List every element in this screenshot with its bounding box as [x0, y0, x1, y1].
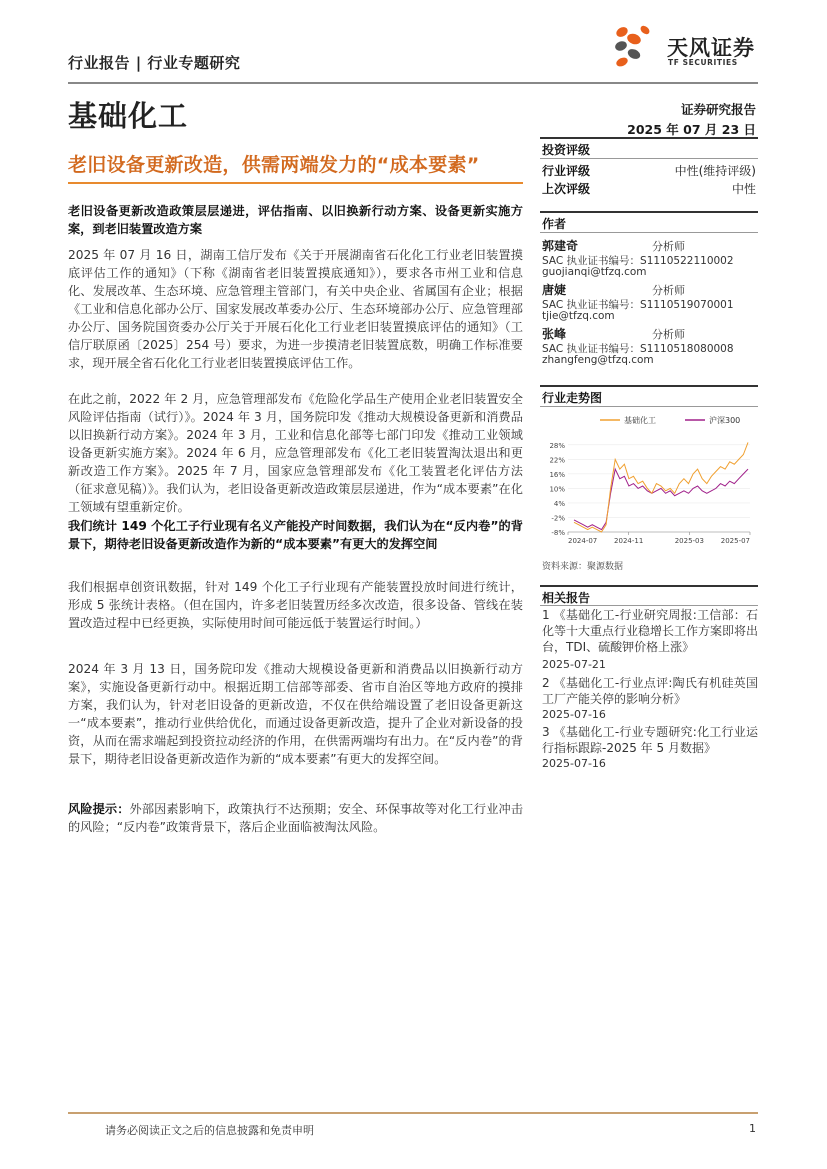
author-email[interactable]: zhangfeng@tfzq.com — [542, 354, 654, 366]
industry-rating-label: 行业评级 — [542, 164, 591, 178]
header-divider — [68, 82, 758, 84]
legend-label: 沪深300 — [709, 416, 741, 425]
related-report-item[interactable]: 3 《基础化工-行业专题研究:化工行业运行指标跟踪-2025 年 5 月数据》 — [542, 725, 758, 755]
author-cert: SAC 执业证书编号：S1110518080008 — [542, 343, 734, 355]
x-tick-label: 2024-11 — [614, 537, 644, 545]
section2-paragraph-2: 2024 年 3 月 13 日，国务院印发《推动大规模设备更新和消费品以旧换新行动方案》，实施设备更新行动中。根据近期工信部等部委、省市自治区等地方政府的摸排方案，我们认为，针对老旧设备的更新改造，不仅在供给端设置了老旧设备更新这一“成本要素”，推动行业供给优化，而通过设备更新改造，提升了企业对新设备的投资，从而在需求端起到投资拉动经济的作用，在供需两端均有出力。在“反内卷”的背景下，期待老旧设备更新改造作为新的“成本要素”有更大的发挥空间。 — [68, 662, 523, 766]
x-tick-label: 2025-03 — [674, 537, 704, 545]
author-cert: SAC 执业证书编号：S1110519070001 — [542, 299, 734, 311]
prev-rating-label: 上次评级 — [542, 182, 591, 196]
section2-paragraph-1: 我们根据卓创资讯数据，针对 149 个化工子行业现有产能装置投放时间进行统计，形成 5 张统计表格。（但在国内，许多老旧装置历经多次改造，很多设备、管线在装置改造过程中已经更换，实际使用时间可能远低于装置运行时间。） — [68, 580, 523, 630]
rating-top-divider — [540, 137, 758, 139]
logo-text: 天风证券 — [667, 36, 755, 60]
section1-heading: 老旧设备更新改造政策层层递进，评估指南、以旧换新行动方案、设备更新实施方案，到老旧装置改造方案 — [68, 204, 523, 236]
trend-divider — [540, 406, 758, 407]
related-report-item[interactable]: 1 《基础化工-行业研究周报:工信部：石化等十大重点行业稳增长工作方案即将出台，TDI、硫酸钾价格上涨》 — [542, 608, 759, 654]
related-report-date: 2025-07-16 — [542, 708, 606, 721]
author-email[interactable]: tjie@tfzq.com — [542, 310, 615, 322]
chart-series — [574, 442, 748, 532]
trend-top-divider — [540, 385, 758, 387]
series-line-基础化工 — [574, 442, 748, 532]
y-tick-label: 28% — [549, 441, 565, 450]
chart-x-axis — [568, 532, 750, 545]
report-headline: 老旧设备更新改造，供需两端发力的“成本要素” — [68, 154, 480, 176]
y-tick-label: -2% — [551, 514, 565, 523]
related-top-divider — [540, 585, 758, 587]
rating-title: 投资评级 — [542, 143, 591, 157]
author-cert: SAC 执业证书编号：S1110522110002 — [542, 255, 734, 267]
related-divider — [540, 605, 758, 606]
footer-divider — [68, 1112, 758, 1114]
x-tick-label: 2025-07 — [720, 537, 750, 545]
author-email[interactable]: guojianqi@tfzq.com — [542, 266, 647, 278]
logo-mark-icon — [614, 24, 651, 68]
risk-text: 外部因素影响下，政策执行不达预期；安全、环保事故等对化工行业冲击的风险；“反内卷”政策背景下，落后企业面临被淘汰风险。 — [68, 802, 524, 834]
author-role: 分析师 — [652, 284, 685, 297]
author-role: 分析师 — [652, 328, 685, 341]
report-type: 证券研究报告 — [680, 102, 756, 117]
page-number: 1 — [749, 1122, 756, 1135]
headline-divider — [68, 182, 523, 184]
related-report-date: 2025-07-16 — [542, 757, 606, 770]
footer-disclaimer: 请务必阅读正文之后的信息披露和免责申明 — [105, 1124, 314, 1137]
risk-label: 风险提示： — [68, 802, 130, 816]
chart-legend — [600, 415, 740, 425]
related-title: 相关报告 — [542, 591, 591, 605]
risk-warning — [68, 800, 523, 836]
section1-paragraph-2: 在此之前，2022 年 2 月，应急管理部发布《危险化学品生产使用企业老旧装置安全风险评估指南（试行）》。2024 年 3 月，国务院印发《推动大规模设备更新和消费品以旧换新行动方案》。2024 年 3 月，工业和信息化部等七部门印发《推动工业领域设备更新实施方案》。2024 年 6 月，应急管理部发布《化工老旧装置淘汰退出和更新改造工作方案》。2025 年 7 月，国家应急管理部发布《化工装置老化评估方法（征求意见稿）》。我们认为，老旧设备更新改造政策层层递进，作为“成本要素”在化工领域有望重新定价。 — [68, 392, 523, 514]
author-name: 张峰 — [542, 327, 567, 341]
authors-title: 作者 — [542, 217, 567, 231]
author-name: 唐婕 — [542, 283, 567, 297]
report-category: 行业报告 | 行业专题研究 — [68, 54, 241, 72]
trend-title: 行业走势图 — [542, 391, 603, 405]
legend-label: 基础化工 — [624, 416, 656, 425]
prev-rating-value: 中性 — [731, 182, 756, 196]
logo-subtext: TF SECURITIES — [668, 58, 738, 67]
rating-divider — [540, 158, 758, 159]
chart-source: 资料来源：聚源数据 — [542, 562, 624, 572]
y-tick-label: 22% — [549, 456, 565, 465]
industry-trend-chart — [540, 410, 758, 550]
authors-divider — [540, 232, 758, 233]
y-tick-label: 4% — [553, 499, 565, 508]
industry-rating-value: 中性(维持评级) — [674, 164, 756, 178]
section2-heading: 我们统计 149 个化工子行业现有名义产能投产时间数据，我们认为在“反内卷”的背景下，期待老旧设备更新改造作为新的“成本要素”有更大的发挥空间 — [68, 519, 523, 551]
related-report-date: 2025-07-21 — [542, 658, 606, 671]
y-tick-label: 10% — [549, 485, 565, 494]
x-tick-label: 2024-07 — [568, 537, 598, 545]
author-role: 分析师 — [652, 240, 685, 253]
sector-title: 基础化工 — [68, 99, 189, 133]
author-name: 郭建奇 — [542, 239, 579, 253]
authors-top-divider — [540, 211, 758, 213]
report-date: 2025 年 07 月 23 日 — [627, 122, 756, 137]
y-tick-label: -8% — [551, 529, 565, 537]
series-line-沪深300 — [574, 469, 748, 529]
y-tick-label: 16% — [549, 470, 565, 479]
related-report-item[interactable]: 2 《基础化工-行业点评:陶氏有机硅英国工厂产能关停的影响分析》 — [542, 676, 758, 706]
section1-paragraph-1: 2025 年 07 月 16 日，湖南工信厅发布《关于开展湖南省石化化工行业老旧装置摸底评估工作的通知》（下称《湖南省老旧装置摸底通知》），要求各市州工业和信息化、发展改革、生态环境、应急管理主管部门，有关中央企业、省属国有企业；根据《工业和信息化部办公厅、国家发展改革委办公厅、生态环境部办公厅、应急管理部办公厅、国务院国资委办公厅关于开展石化化工行业老旧装置摸底评估的通知》（工信厅联原函〔2025〕254 号）要求，为进一步摸清老旧装置底数，明确工作标准要求，现开展全省石化化工行业老旧装置摸底评估工作。 — [68, 248, 523, 370]
